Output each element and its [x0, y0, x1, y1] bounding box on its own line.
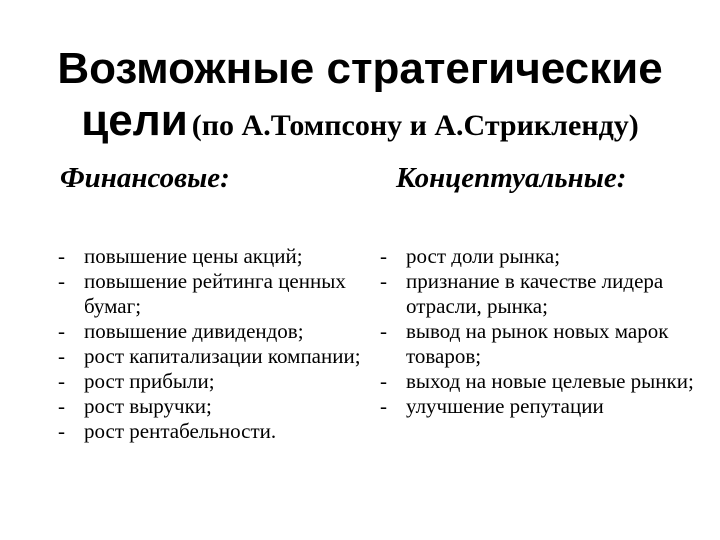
list-item-text: рост выручки;: [84, 394, 212, 418]
bullet-dash: -: [58, 244, 65, 268]
bullet-dash: -: [58, 369, 65, 393]
list-item: [380, 369, 710, 394]
bullet-dash: -: [58, 394, 65, 418]
list-item: [380, 269, 710, 319]
list-item: [58, 319, 378, 344]
list-item-text: рост доли рынка;: [406, 244, 561, 268]
bullet-dash: -: [58, 319, 65, 343]
conceptual-goals-list: [380, 244, 710, 419]
list-item-text: повышение дивидендов;: [84, 319, 304, 343]
slide-title-line1: Возможные стратегические: [57, 44, 663, 93]
bullet-dash: -: [380, 319, 387, 343]
financial-heading: Финансовые:: [60, 162, 230, 194]
list-item: [380, 244, 710, 269]
list-item: [380, 319, 710, 369]
list-item-text: выход на новые целевые рынки;: [406, 369, 694, 393]
list-item-text: улучшение репутации: [406, 394, 604, 418]
slide-title-attribution: (по А.Томпсону и А.Стрикленду): [191, 109, 639, 142]
conceptual-heading: Концептуальные:: [396, 162, 627, 194]
list-item: [58, 344, 378, 369]
list-item-text: рост прибыли;: [84, 369, 215, 393]
list-item-text: повышение цены акций;: [84, 244, 303, 268]
slide-title-line2: [0, 96, 720, 156]
bullet-dash: -: [58, 344, 65, 368]
list-item: [58, 244, 378, 269]
bullet-dash: -: [380, 269, 387, 293]
list-item-text: признание в качестве лидера отрасли, рынка;: [406, 269, 664, 318]
slide-title-main-word: цели: [81, 96, 188, 145]
list-item-text: повышение рейтинга ценных бумаг;: [84, 269, 346, 318]
list-item-text: рост рентабельности.: [84, 419, 277, 443]
list-item: [58, 419, 378, 444]
list-item: [58, 394, 378, 419]
list-item: [58, 369, 378, 394]
bullet-dash: -: [380, 369, 387, 393]
list-item: [58, 269, 378, 319]
bullet-dash: -: [58, 269, 65, 293]
list-item-text: вывод на рынок новых марок товаров;: [406, 319, 669, 368]
list-item: [380, 394, 710, 419]
bullet-dash: -: [58, 419, 65, 443]
financial-goals-list: [58, 244, 378, 444]
bullet-dash: -: [380, 244, 387, 268]
list-item-text: рост капитализации компании;: [84, 344, 361, 368]
bullet-dash: -: [380, 394, 387, 418]
